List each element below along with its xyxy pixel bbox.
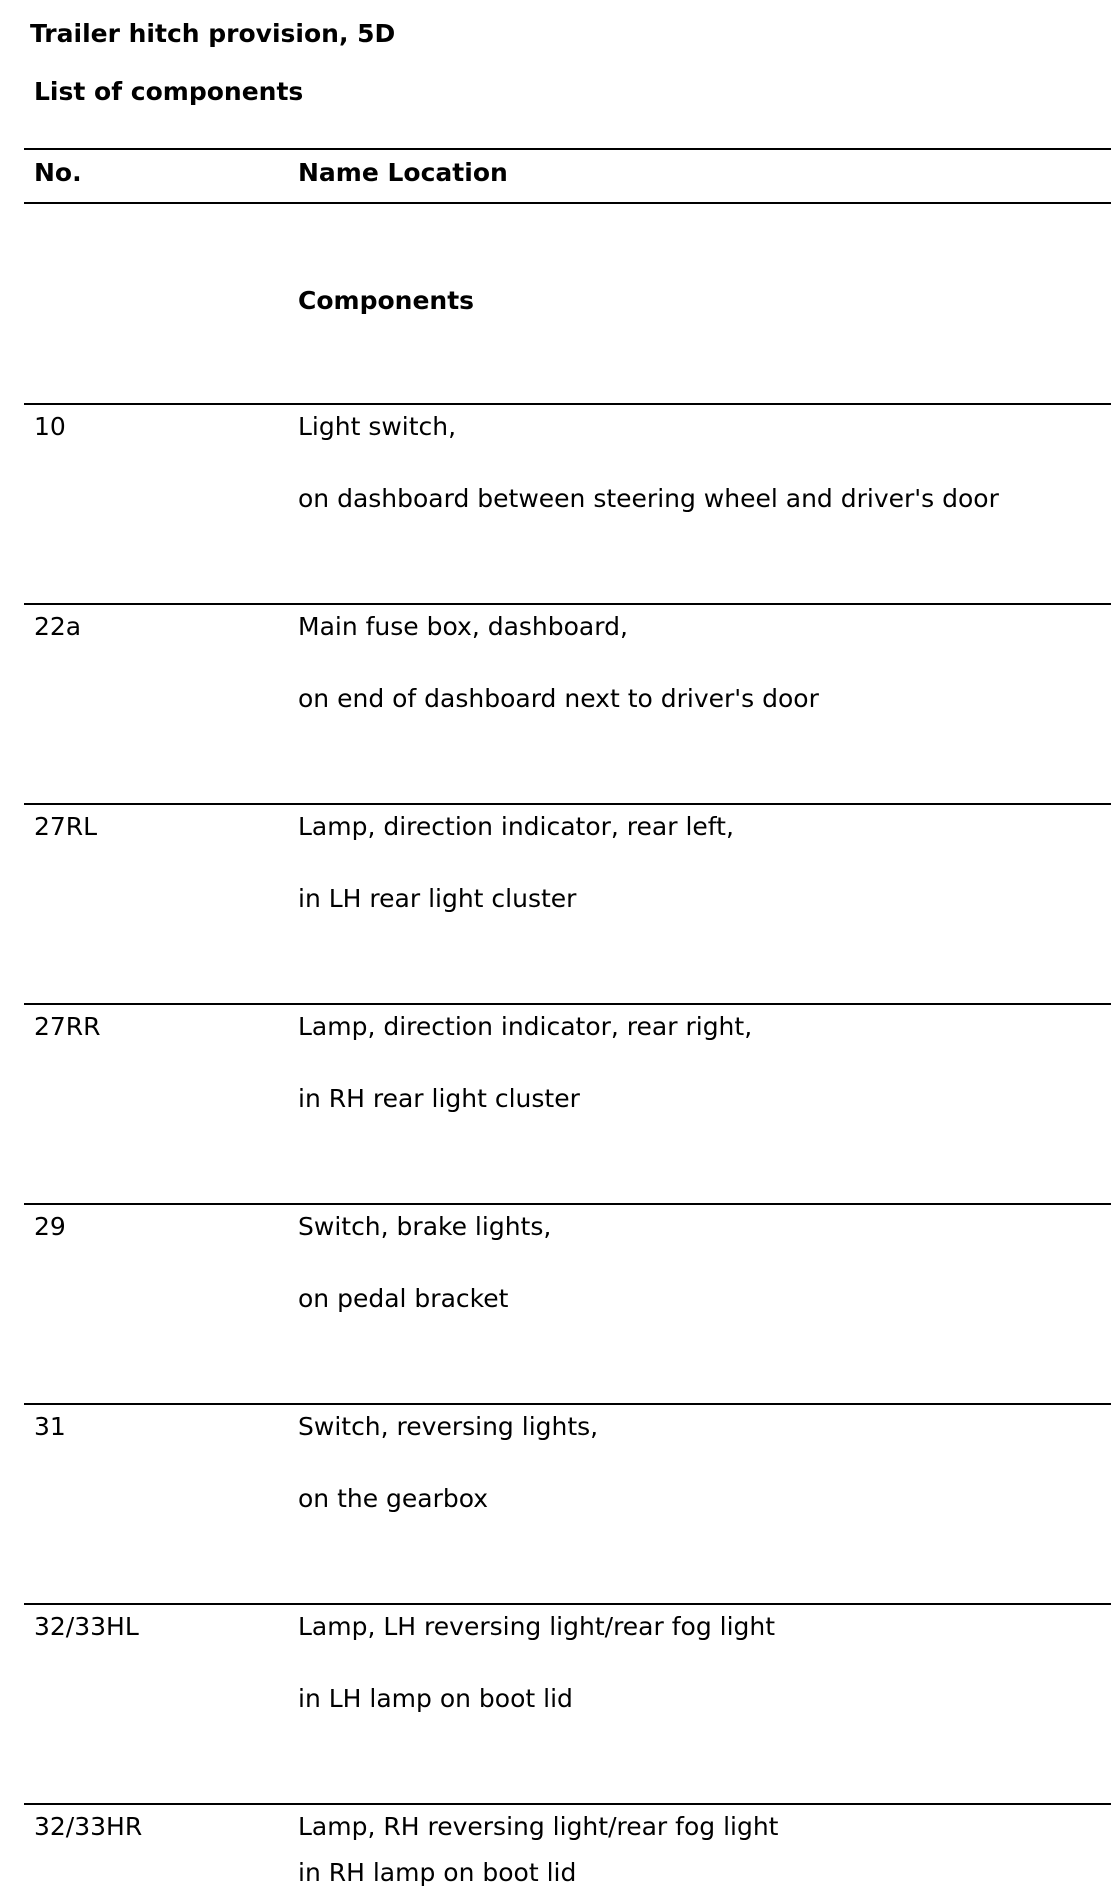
row-number: 29 [34, 1212, 66, 1241]
row-number: 31 [34, 1412, 66, 1441]
row-number: 27RL [34, 812, 98, 841]
row-component-location: on the gearbox [298, 1484, 489, 1513]
header-no: No. [34, 158, 82, 187]
row-component-name: Switch, reversing lights, [298, 1412, 599, 1441]
row-component-location: in LH lamp on boot lid [298, 1684, 573, 1713]
row-number: 32/33HR [34, 1812, 143, 1841]
row-divider [24, 603, 1111, 605]
row-component-location: on end of dashboard next to driver's door [298, 684, 819, 713]
row-component-name: Main fuse box, dashboard, [298, 612, 628, 641]
row-component-name: Lamp, direction indicator, rear right, [298, 1012, 753, 1041]
row-divider [24, 1403, 1111, 1405]
table-top-rule [24, 148, 1111, 150]
row-component-name: Lamp, LH reversing light/rear fog light [298, 1612, 776, 1641]
document-subtitle: List of components [34, 77, 304, 106]
row-divider [24, 1603, 1111, 1605]
row-component-location: in LH rear light cluster [298, 884, 577, 913]
section-label-components: Components [298, 286, 475, 315]
row-divider [24, 403, 1111, 405]
row-divider [24, 803, 1111, 805]
row-number: 10 [34, 412, 66, 441]
row-component-name: Light switch, [298, 412, 457, 441]
row-component-name: Lamp, direction indicator, rear left, [298, 812, 734, 841]
row-number: 22a [34, 612, 82, 641]
document-title: Trailer hitch provision, 5D [30, 19, 396, 48]
header-name-location: Name Location [298, 158, 508, 187]
row-divider [24, 1003, 1111, 1005]
row-divider [24, 1803, 1111, 1805]
row-component-location: in RH rear light cluster [298, 1084, 580, 1113]
row-number: 27RR [34, 1012, 101, 1041]
row-divider [24, 1203, 1111, 1205]
row-component-location: on dashboard between steering wheel and driver's door [298, 484, 999, 513]
row-number: 32/33HL [34, 1612, 139, 1641]
row-component-name: Lamp, RH reversing light/rear fog light [298, 1812, 779, 1841]
row-component-location: on pedal bracket [298, 1284, 509, 1313]
row-component-location: in RH lamp on boot lid [298, 1858, 577, 1887]
row-component-name: Switch, brake lights, [298, 1212, 552, 1241]
header-bottom-rule [24, 202, 1111, 204]
